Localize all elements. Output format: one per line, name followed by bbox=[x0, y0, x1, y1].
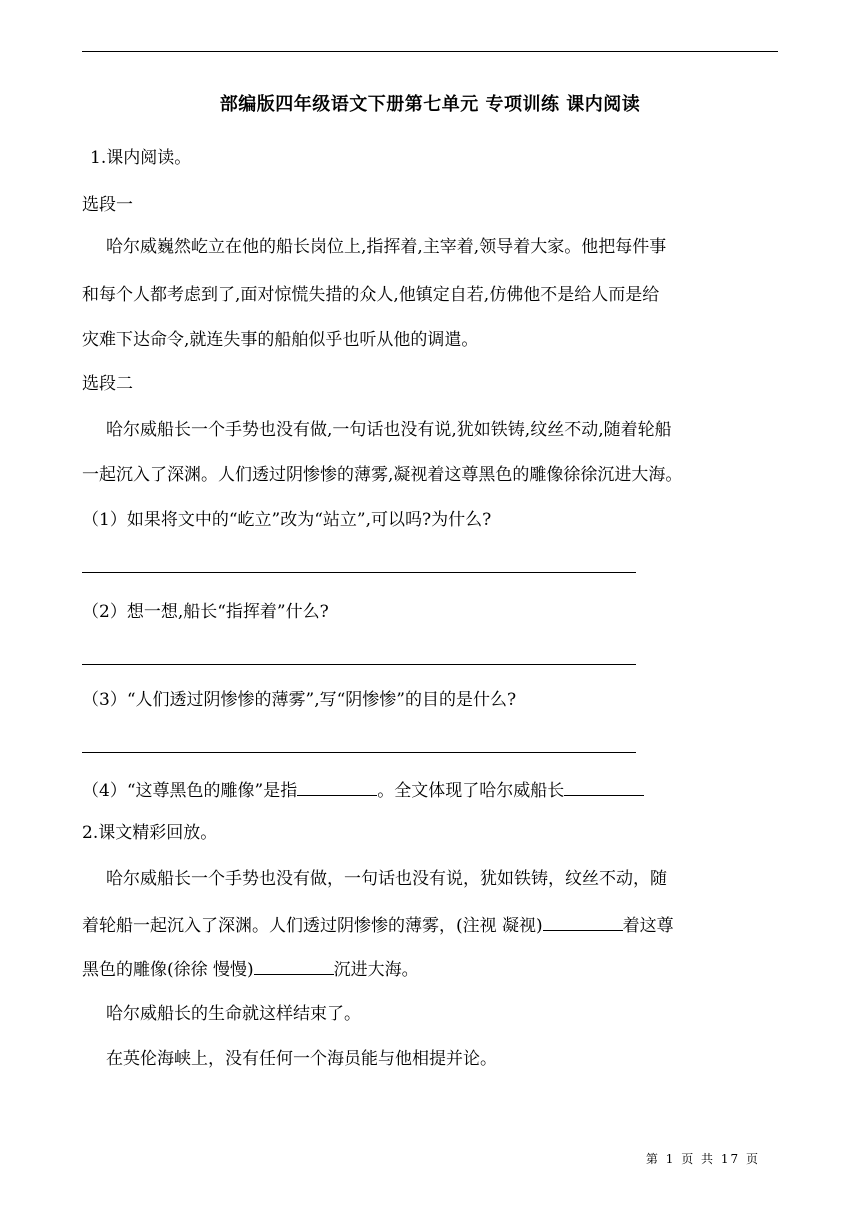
answer-line-2[interactable] bbox=[82, 664, 636, 665]
subquestion-2: （2）想一想,船长“指挥着”什么? bbox=[82, 602, 329, 622]
q2-heading: 2.课文精彩回放。 bbox=[82, 823, 218, 843]
q2-para1-line-2 bbox=[82, 912, 782, 938]
subquestion-4 bbox=[82, 777, 782, 803]
header-rule bbox=[82, 51, 778, 52]
q2-para2: 哈尔威船长的生命就这样结束了。 bbox=[106, 1004, 361, 1024]
q2-para3: 在英伦海峡上，没有任何一个海员能与他相提并论。 bbox=[106, 1049, 497, 1069]
subquestion-4-text-a: （4）“这尊黑色的雕像”是指 bbox=[82, 781, 298, 801]
q2-para1-line-2-text-b: 着这尊 bbox=[622, 916, 674, 936]
subquestion-3: （3）“人们透过阴惨惨的薄雾”,写“阴惨惨”的目的是什么? bbox=[82, 690, 517, 710]
page-title: 部编版四年级语文下册第七单元 专项训练 课内阅读 bbox=[219, 94, 641, 115]
footer-suffix: 页 bbox=[745, 1152, 760, 1166]
section1-label: 选段一 bbox=[82, 195, 133, 215]
subquestion-4-text-b: 。全文体现了哈尔威船长 bbox=[377, 781, 565, 801]
footer-prefix: 第 bbox=[645, 1152, 660, 1166]
q2-para1-line-3-text-a: 黑色的雕像(徐徐 慢慢) bbox=[82, 960, 254, 980]
page-footer bbox=[0, 1150, 760, 1167]
section2-line-2: 一起沉入了深渊。人们透过阴惨惨的薄雾,凝视着这尊黑色的雕像徐徐沉进大海。 bbox=[82, 465, 683, 485]
section1-line-1: 哈尔威巍然屹立在他的船长岗位上,指挥着,主宰着,领导着大家。他把每件事 bbox=[106, 237, 667, 257]
answer-line-3[interactable] bbox=[82, 752, 636, 753]
footer-mid: 页 共 bbox=[681, 1152, 716, 1166]
blank-q2-2[interactable] bbox=[254, 956, 334, 975]
section1-line-3: 灾难下达命令,就连失事的船舶似乎也听从他的调遣。 bbox=[82, 330, 479, 350]
q1-heading: 1.课内阅读。 bbox=[90, 148, 192, 168]
blank-4a[interactable] bbox=[297, 777, 377, 796]
section2-line-1: 哈尔威船长一个手势也没有做,一句话也没有说,犹如铁铸,纹丝不动,随着轮船 bbox=[106, 420, 672, 440]
answer-line-1[interactable] bbox=[82, 572, 636, 573]
subquestion-1: （1）如果将文中的“屹立”改为“站立”,可以吗?为什么? bbox=[82, 510, 492, 530]
footer-page-total: 17 bbox=[720, 1152, 741, 1166]
section1-line-2: 和每个人都考虑到了,面对惊慌失措的众人,他镇定自若,仿佛他不是给人而是给 bbox=[82, 285, 660, 305]
q2-para1-line-3 bbox=[82, 956, 782, 982]
blank-q2-1[interactable] bbox=[543, 912, 623, 931]
section2-label: 选段二 bbox=[82, 374, 133, 394]
footer-page-number: 1 bbox=[665, 1152, 676, 1166]
q2-para1-line-1: 哈尔威船长一个手势也没有做，一句话也没有说，犹如铁铸，纹丝不动，随 bbox=[106, 869, 667, 889]
q2-para1-line-2-text-a: 着轮船一起沉入了深渊。人们透过阴惨惨的薄雾，(注视 凝视) bbox=[82, 916, 543, 936]
blank-4b[interactable] bbox=[564, 777, 644, 796]
q2-para1-line-3-text-b: 沉进大海。 bbox=[333, 960, 419, 980]
